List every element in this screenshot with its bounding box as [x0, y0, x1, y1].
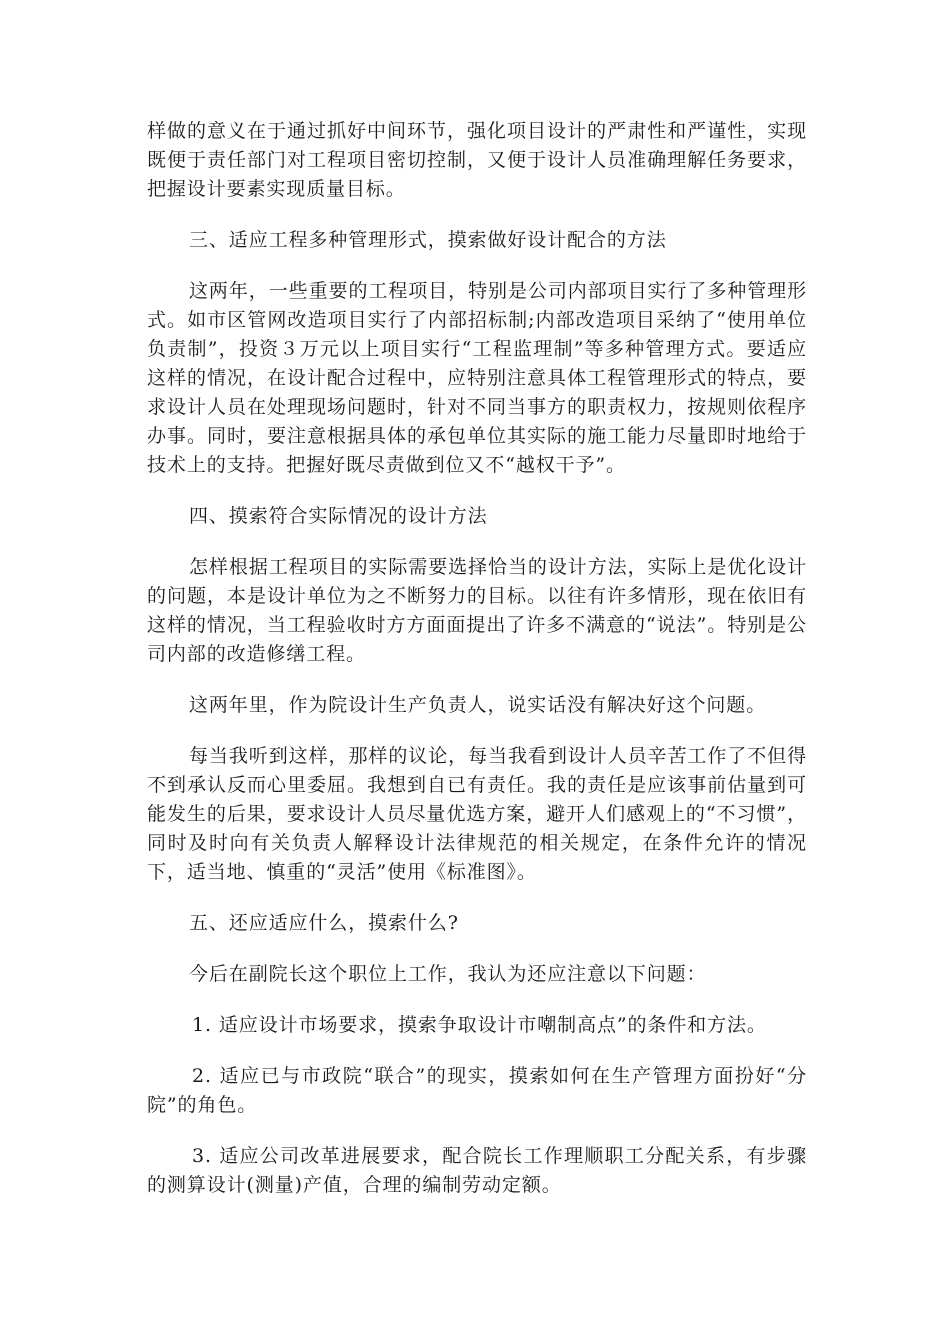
- document-body: [147, 117, 807, 1222]
- paragraph-two-years: 这两年里，作为院设计生产负责人，说实话没有解决好这个问题。: [189, 694, 767, 716]
- section-heading-4: 四、摸索符合实际情况的设计方法: [189, 505, 488, 527]
- list-item-1: 1. 适应设计市场要求，摸索争取设计市嘲制高点”的条件和方法。: [192, 1014, 767, 1036]
- paragraph-continuation: 样做的意义在于通过抓好中间环节，强化项目设计的严肃性和严谨性，实现既便于责任部门对工程项目密切控制，又便于设计人员准确理解任务要求，把握设计要素实现质量目标。: [147, 120, 807, 200]
- list-item-3: 3. 适应公司改革进展要求，配合院长工作理顺职工分配关系，有步骤的测算设计(测量)产值，合理的编制劳动定额。: [147, 1145, 807, 1196]
- paragraph-management-forms: 这两年，一些重要的工程项目，特别是公司内部项目实行了多种管理形式。如市区管网改造项目实行了内部招标制;内部改造项目采纳了“使用单位负责制”，投资３万元以上项目实行“工程监理制”等多种管理方式。要适应这样的情况，在设计配合过程中，应特别注意具体工程管理形式的特点，要求设计人员在处理现场问题时，针对不同当事方的职责权力，按规则依程序办事。同时，要注意根据具体的承包单位其实际的施工能力尽量即时地给于技术上的支持。把握好既尽责做到位又不“越权干予”。: [147, 280, 807, 476]
- paragraph-design-methods: 怎样根据工程项目的实际需要选择恰当的设计方法，实际上是优化设计的问题，本是设计单位为之不断努力的目标。以往有许多情形，现在依旧有这样的情况，当工程验收时方方面面提出了许多不满意的“说法”。特别是公司内部的改造修缮工程。: [147, 556, 807, 665]
- section-heading-5: 五、还应适应什么，摸索什么?: [189, 912, 459, 934]
- paragraph-responsibility: 每当我听到这样，那样的议论，每当我看到设计人员辛苦工作了不但得不到承认反而心里委屈。我想到自已有责任。我的责任是应该事前估量到可能发生的后果，要求设计人员尽量优选方案，避开人们感观上的“不习惯”，同时及时向有关负责人解释设计法律规范的相关规定，在条件允许的情况下，适当地、慎重的“灵活”使用《标准图》。: [147, 745, 807, 883]
- paragraph-future-work: 今后在副院长这个职位上工作，我认为还应注意以下问题：: [189, 963, 707, 985]
- section-heading-3: 三、适应工程多种管理形式，摸索做好设计配合的方法: [189, 229, 667, 251]
- list-item-2: 2. 适应已与市政院“联合”的现实，摸索如何在生产管理方面扮好“分院”的角色。: [147, 1065, 807, 1116]
